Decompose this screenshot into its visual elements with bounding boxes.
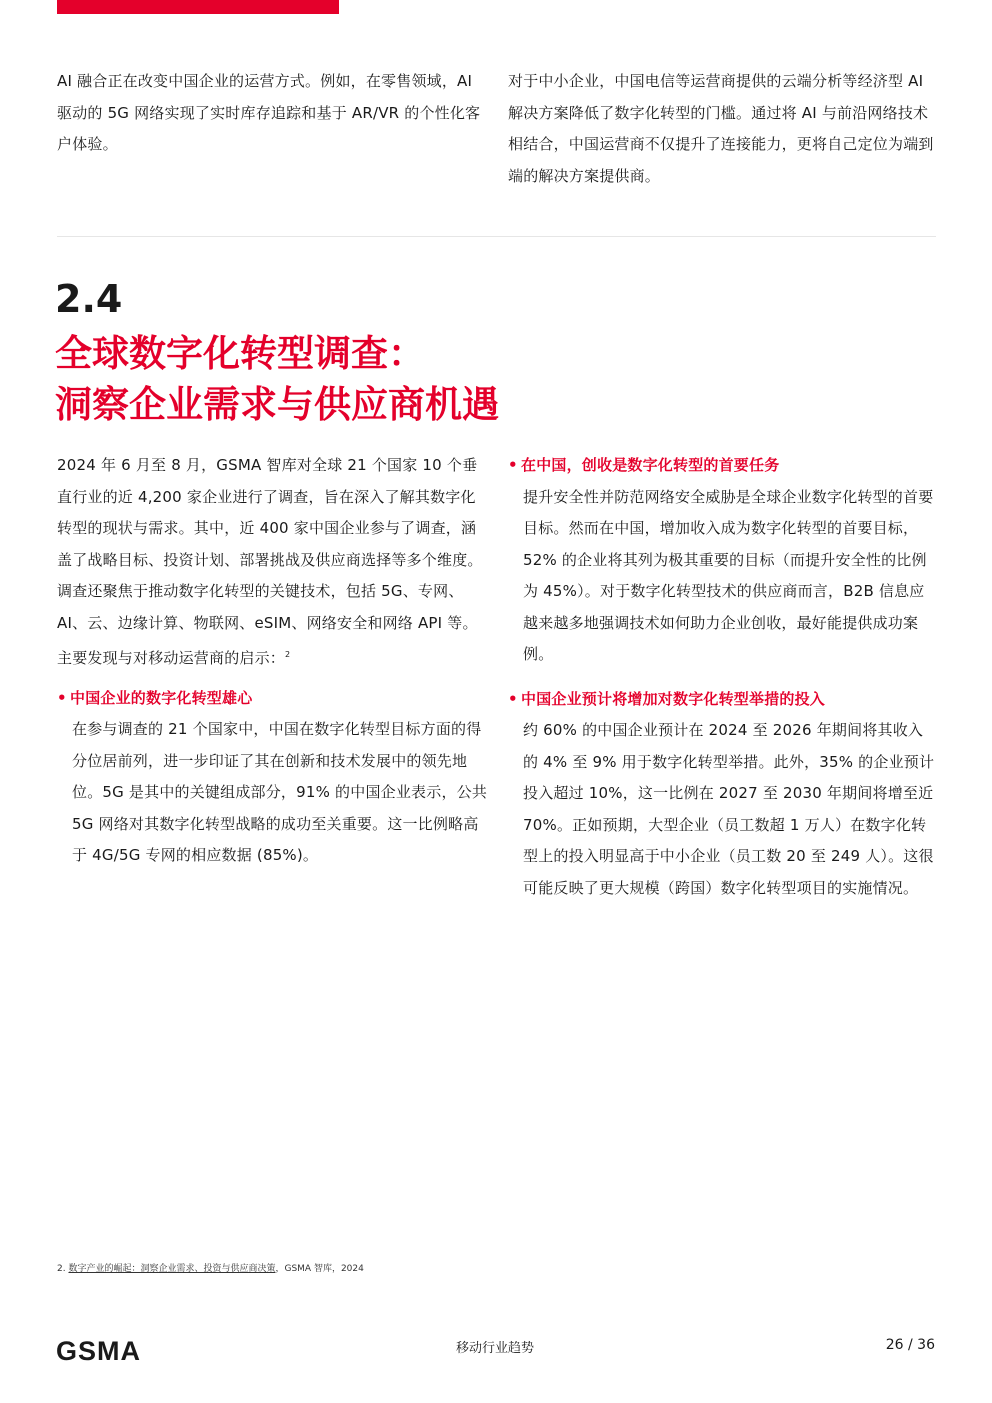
intro-right-column (508, 66, 938, 192)
section-divider (57, 236, 936, 237)
footnote-reference[interactable]: 2 (285, 650, 291, 659)
bullet-heading-text: 中国企业预计将增加对数字化转型举措的投入 (521, 689, 826, 708)
footnote-link[interactable]: 数字产业的崛起：洞察企业需求、投资与供应商决策 (68, 1264, 276, 1274)
footnote-source: ，GSMA 智库，2024 (275, 1264, 364, 1274)
intro-right-paragraph: 对于中小企业，中国电信等运营商提供的云端分析等经济型 AI 解决方案降低了数字化转型的门槛。通过将 AI 与前沿网络技术相结合，中国运营商不仅提升了连接能力，更将自己定位为端到端的解决方案提供商。 (508, 72, 934, 185)
bullet-body-investment: 约 60% 的中国企业预计在 2024 至 2026 年期间将其收入的 4% 至 9% 用于数字化转型举措。此外，35% 的企业预计投入超过 10%，这一比例在 2027 至 2030 年期间将增至近 70%。正如预期，大型企业（员工数超 1 万人）在数字化转型上的投入明显高于中小企业（员工数 20 至 249 人）。这很可能反映了更大规模（跨国）数字化转型项目的实施情况。 (523, 721, 935, 897)
section-number: 2.4 (55, 277, 123, 321)
bullet-heading-text: 在中国，创收是数字化转型的首要任务 (521, 456, 780, 474)
bullet-heading-text: 中国企业的数字化转型雄心 (70, 688, 253, 707)
footer-title: 移动行业趋势 (456, 1341, 535, 1356)
bullet-heading-ambition (57, 683, 489, 715)
footnote (57, 1261, 364, 1274)
body-right-column (508, 450, 938, 904)
survey-intro-text: 2024 年 6 月至 8 月，GSMA 智库对全球 21 个国家 10 个垂直行业的近 4,200 家企业进行了调查，旨在深入了解其数字化转型的现状与需求。其中，近 400 家中国企业参与了调查，涵盖了战略目标、投资计划、部署挑战及供应商选择等多个维度。调查还聚焦于推动数字化转型的关键技术，包括 5G、专网、AI、云、边缘计算、物联网、eSIM、网络安全和网络 API 等。主要发现与对移动运营商的启示： (57, 456, 483, 667)
intro-left-paragraph: AI 融合正在改变中国企业的运营方式。例如，在零售领域，AI 驱动的 5G 网络实现了实时库存追踪和基于 AR/VR 的个性化客户体验。 (57, 72, 481, 153)
top-accent-bar (57, 0, 339, 14)
gsma-logo: GSMA (56, 1336, 141, 1366)
page-number: 26 / 36 (885, 1337, 935, 1353)
bullet-body-revenue: 提升安全性并防范网络安全威胁是全球企业数字化转型的首要目标。然而在中国，增加收入成为数字化转型的首要目标，52% 的企业将其列为极其重要的目标（而提升安全性的比例为 45%）。对于数字化转型技术的供应商而言，B2B 信息应越来越多地强调技术如何助力企业创收，最好能提供成功案例。 (523, 487, 934, 663)
bullet-marker: • (508, 689, 518, 708)
section-title (55, 328, 499, 430)
bullet-marker: • (57, 688, 67, 707)
footnote-number: 2. (57, 1264, 66, 1274)
section-title-line-1: 全球数字化转型调查： (55, 332, 425, 375)
bullet-body-ambition: 在参与调查的 21 个国家中，中国在数字化转型目标方面的得分位居前列，进一步印证了其在创新和技术发展中的领先地位。5G 是其中的关键组成部分，91% 的中国企业表示，公共 5G 网络对其数字化转型战略的成功至关重要。这一比例略高于 4G/5G 专网的相应数据 (85%)。 (72, 720, 488, 864)
section-title-line-2: 洞察企业需求与供应商机遇 (55, 383, 499, 426)
bullet-heading-revenue (508, 450, 938, 482)
body-left-column (57, 450, 489, 872)
bullet-heading-investment (508, 684, 938, 716)
bullet-marker: • (508, 456, 518, 474)
intro-left-column (57, 66, 489, 161)
survey-intro-paragraph (57, 450, 489, 675)
